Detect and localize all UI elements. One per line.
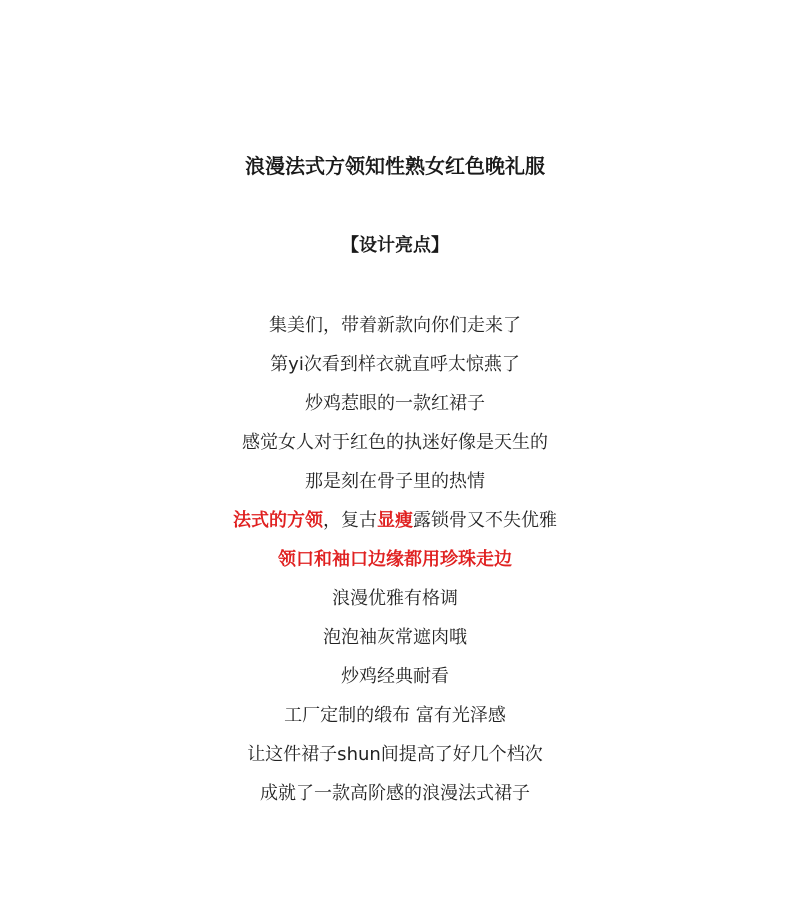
description-line: 工厂定制的缎布 富有光泽感 — [284, 705, 506, 726]
description-line: 炒鸡惹眼的一款红裙子 — [305, 393, 485, 414]
description-line: 泡泡袖灰常遮肉哦 — [323, 627, 467, 648]
description-line: 炒鸡经典耐看 — [341, 666, 449, 687]
description-lines — [0, 312, 790, 819]
description-line: 让这件裙子shun间提高了好几个档次 — [247, 744, 543, 765]
description-line: 浪漫优雅有格调 — [332, 588, 458, 609]
description-line: 那是刻在骨子里的热情 — [305, 471, 485, 492]
body-text: ，复古 — [323, 510, 377, 531]
description-line: 感觉女人对于红色的执迷好像是天生的 — [242, 432, 548, 453]
description-line: 第yi次看到样衣就直呼太惊燕了 — [270, 354, 520, 375]
highlight-text: 显瘦 — [377, 510, 413, 531]
description-line: 成就了一款高阶感的浪漫法式裙子 — [260, 783, 530, 804]
page-title: 浪漫法式方领知性熟女红色晚礼服 — [245, 154, 545, 178]
highlight-text: 法式的方领 — [233, 510, 323, 531]
body-text: 露锁骨又不失优雅 — [413, 510, 557, 531]
description-line-highlight: 领口和袖口边缘都用珍珠走边 — [278, 549, 512, 570]
section-heading-design-highlights: 【设计亮点】 — [341, 235, 449, 256]
description-line-mixed — [0, 507, 790, 546]
description-line: 集美们，带着新款向你们走来了 — [269, 315, 521, 336]
